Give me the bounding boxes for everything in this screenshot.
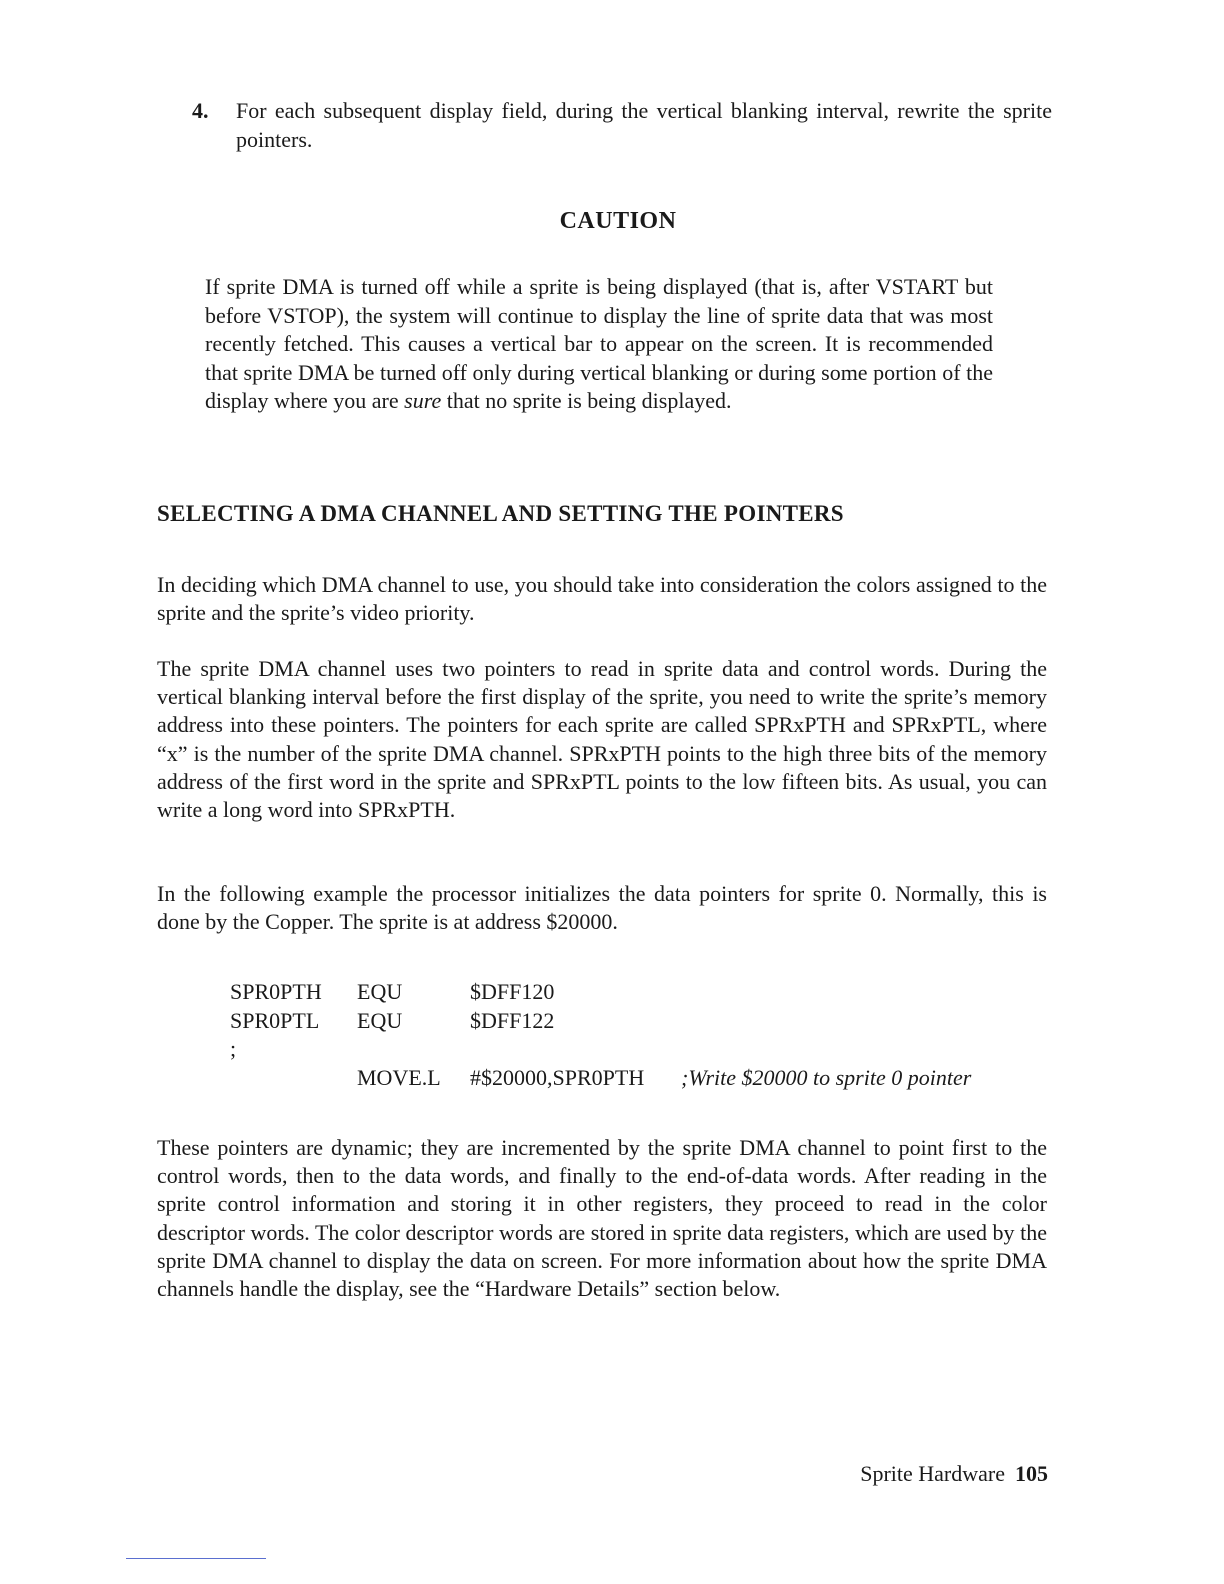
- caution-title: CAUTION: [559, 208, 677, 234]
- page-footer: [860, 1461, 1048, 1487]
- caution-text-end: that no sprite is being displayed.: [446, 388, 732, 413]
- code-label: SPR0PTH: [230, 979, 322, 1004]
- caution-body: [205, 273, 993, 416]
- code-op: MOVE.L: [357, 1064, 441, 1090]
- code-label: ;: [230, 1036, 237, 1061]
- section-heading: SELECTING A DMA CHANNEL AND SETTING THE POINTERS: [157, 501, 844, 526]
- paragraph-dynamic-pointers: These pointers are dynamic; they are incremented by the sprite DMA channel to point first to the control words, then to the data words, and finally to the end-of-data words. After reading in the sprite control information and storing it in other registers, they proceed to read in the color descriptor words. The color descriptor words are stored in sprite data registers, which are used by the sprite DMA channel to display the data on screen. For more information about how the sprite DMA channels handle the display, see the “Hardware Details” section below.: [157, 1135, 1047, 1302]
- code-arg: #$20000,SPR0PTH: [470, 1064, 645, 1090]
- paragraph-example-intro: In the following example the processor initializes the data pointers for sprite 0. Normally, this is done by the Copper. The sprite is at address $20000.: [157, 881, 1047, 935]
- list-item-number: 4.: [192, 98, 209, 123]
- code-label: SPR0PTL: [230, 1007, 320, 1033]
- code-arg: $DFF122: [470, 1007, 555, 1033]
- list-item-text: For each subsequent display field, during the vertical blanking interval, rewrite the sprite pointers.: [236, 98, 1052, 152]
- footnote-rule: [126, 1558, 266, 1559]
- code-op: EQU: [357, 1007, 403, 1033]
- caution-emphasis: sure: [404, 388, 442, 413]
- footer-chapter: Sprite Hardware: [860, 1461, 1005, 1486]
- paragraph-dma-channel: In deciding which DMA channel to use, you should take into consideration the colors assigned to the sprite and the sprite’s video priority.: [157, 572, 1047, 626]
- code-arg: $DFF120: [470, 979, 555, 1004]
- numbered-list-item: [192, 96, 1052, 154]
- code-comment: ;Write $20000 to sprite 0 pointer: [681, 1064, 972, 1090]
- page-number: 105: [1015, 1461, 1048, 1486]
- paragraph-pointers: The sprite DMA channel uses two pointers to read in sprite data and control words. During the vertical blanking interval before the first display of the sprite, you need to write the sprite’s memory address into these pointers. The pointers for each sprite are called SPRxPTH and SPRxPTL, where “x” is the number of the sprite DMA channel. SPRxPTH points to the high three bits of the memory address of the first word in the sprite and SPRxPTL points to the low fifteen bits. As usual, you can write a long word into SPRxPTH.: [157, 656, 1047, 823]
- caution-text: If sprite DMA is turned off while a sprite is being displayed (that is, after VSTART but before VSTOP), the system will continue to display the line of sprite data that was most recently fetched. This causes a vertical bar to appear on the screen. It is recommended that sprite DMA be turned off only during vertical blanking or during some portion of the display where you are: [205, 274, 993, 413]
- code-op: EQU: [357, 979, 403, 1004]
